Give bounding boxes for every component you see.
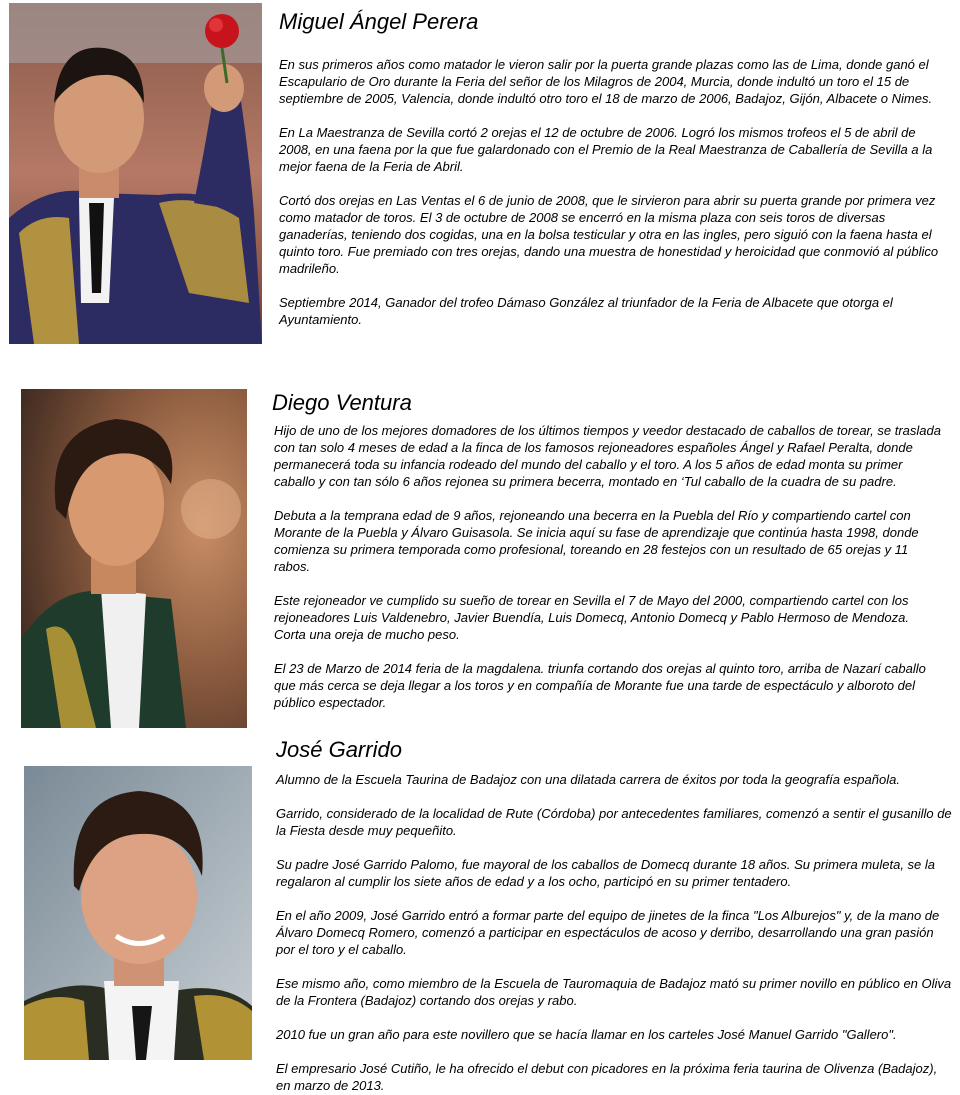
- biography-text: [276, 771, 952, 1094]
- bio-paragraph: Cortó dos orejas en Las Ventas el 6 de junio de 2008, que le sirvieron para abrir su puerta grande por primera vez como matador de toros. El 3 de octubre de 2008 se encerró en la misma plaza con seis toros de diversas ganaderías, teniendo dos cogidas, una en la bolsa testicular y otra en las ingles, pero siguió con la faena hasta el quinto toro. Fue premiado con tres orejas, dando una muestra de honestidad y heroicidad que conmovió al público madrileño.: [279, 193, 939, 276]
- portrait-diego-ventura: [21, 389, 247, 728]
- bio-paragraph: 2010 fue un gran año para este novillero que se hacía llamar en los carteles José Manuel Garrido "Gallero".: [276, 1027, 897, 1042]
- bio-paragraph: En sus primeros años como matador le vieron salir por la puerta grande plazas como las de Lima, donde ganó el Escapulario de Oro durante la Feria del señor de los Milagros de 2004, Murcia, donde indultó un toro el 15 de septiembre de 2005, Valencia, donde indultó otro toro el 18 de marzo de 2006, Badajoz, Gijón, Albacete o Nimes.: [279, 57, 933, 106]
- bio-paragraph: Su padre José Garrido Palomo, fue mayoral de los caballos de Domecq durante 18 años. Su primera muleta, se la regalaron al cumplir los siete años de edad y a los ocho, participó en su primer tentadero.: [276, 857, 936, 889]
- portrait-miguel-angel-perera: [9, 3, 262, 344]
- bio-paragraph: Debuta a la temprana edad de 9 años, rejoneando una becerra en la Puebla del Río y compartiendo cartel con Morante de la Puebla y Álvaro Guisasola. Se inicia aquí su fase de aprendizaje que continúa hasta 1998, donde comienza su primera temporada como profesional, toreando en 28 festejos con un resultado de 65 orejas y 11 rabos.: [274, 508, 919, 574]
- bio-paragraph: Ese mismo año, como miembro de la Escuela de Tauromaquia de Badajoz mató su primer novillo en público en Oliva de la Frontera (Badajoz) cortando dos orejas y rabo.: [276, 976, 952, 1008]
- bio-paragraph: En el año 2009, José Garrido entró a formar parte del equipo de jinetes de la finca "Los Alburejos" y, de la mano de Álvaro Domecq Romero, comenzó a participar en espectáculos de acoso y derribo, desarrollando una gran pasión por el toro y el caballo.: [276, 908, 940, 957]
- bio-paragraph: Garrido, considerado de la localidad de Rute (Córdoba) por antecedentes familiares, comenzó a sentir el gusanillo de la Fiesta desde muy pequeñito.: [276, 806, 952, 838]
- name-heading: José Garrido: [276, 737, 402, 762]
- bio-paragraph: Este rejoneador ve cumplido su sueño de torear en Sevilla el 7 de Mayo del 2000, compartiendo cartel con los rejoneadores Luis Valdenebro, Javier Buendía, Luis Domecq, Antonio Domecq y Pablo Hermoso de Mendoza. Corta una oreja de mucho peso.: [274, 593, 909, 642]
- bio-paragraph: En La Maestranza de Sevilla cortó 2 orejas el 12 de octubre de 2006. Logró los mismos trofeos el 5 de abril de 2008, en una faena por la que fue galardonado con el Premio de la Real Maestranza de Caballería de Sevilla a la mejor faena de la Feria de Abril.: [279, 125, 933, 174]
- bio-paragraph: Alumno de la Escuela Taurina de Badajoz con una dilatada carrera de éxitos por toda la geografía española.: [276, 772, 900, 787]
- biography-text: [279, 56, 951, 328]
- portrait-jose-garrido: [24, 766, 252, 1060]
- bio-paragraph: Septiembre 2014, Ganador del trofeo Dámaso González al triunfador de la Feria de Albacete que otorga el Ayuntamiento.: [279, 295, 893, 327]
- biography-text: [274, 422, 942, 711]
- name-heading: Diego Ventura: [272, 390, 412, 415]
- bio-paragraph: El 23 de Marzo de 2014 feria de la magdalena. triunfa cortando dos orejas al quinto toro, arriba de Nazarí caballo que más cerca se deja llegar a los toros y en compañía de Morante fue una tarde de espectáculo y alboroto del público espectador.: [274, 661, 926, 710]
- name-heading: Miguel Ángel Perera: [279, 9, 479, 34]
- bio-paragraph: Hijo de uno de los mejores domadores de los últimos tiempos y veedor destacado de caballos de torear, se traslada con tan solo 4 meses de edad a la finca de los famosos rejoneadores españoles Ángel y Rafael Peralta, donde permanecerá toda su infancia rodeado del mundo del caballo y el toro. A los 5 años de edad monta su primer caballo y con tan sólo 6 años rejonea su primera becerra, montado en ‘Tul caballo de la cuadra de su padre.: [274, 423, 941, 489]
- bio-paragraph: El empresario José Cutiño, le ha ofrecido el debut con picadores en la próxima feria taurina de Olivenza (Badajoz), en marzo de 2013.: [276, 1061, 938, 1093]
